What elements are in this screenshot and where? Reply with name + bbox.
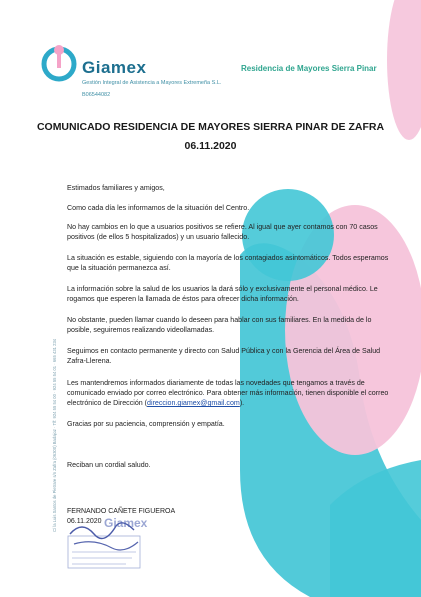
logo-subtitle: Gestión Integral de Asistencia a Mayores Extremeña S.L. [82, 80, 222, 86]
paragraph-5: No obstante, pueden llamar cuando lo deseen para hablar con sus familiares. En la medida de lo posible, seguiremos realizando videollamadas. [67, 316, 372, 335]
logo-name: Giamex [82, 58, 147, 77]
paragraph-2: No hay cambios en lo que a usuarios positivos se refiere. Al igual que ayer contamos con 70 casos positivos (de ellos 5 hospitalizados) y un usuario fallecido. [67, 223, 378, 242]
side-address: C/ la Luis Santos de Pietrare s/n Zafra (06300) Badajoz · Tlf: 924 55 54 00 · 924 55 54 01 · 665 431 234 [52, 338, 57, 532]
giamex-logo-icon [40, 40, 78, 82]
stamp-logo: Giamex [104, 516, 148, 530]
page-title: COMUNICADO RESIDENCIA DE MAYORES SIERRA PINAR DE ZAFRA [36, 121, 385, 133]
paragraph-1: Como cada día les informamos de la situación del Centro. [67, 204, 250, 212]
logo-id: B06544082 [82, 92, 111, 98]
document-date: 06.11.2020 [184, 140, 237, 152]
paragraph-4: La información sobre la salud de los usuarios la dará sólo y exclusivamente el personal médico. Le rogamos que esperen la llamada de éstos para ofrecer dicha información. [67, 285, 378, 304]
thanks-text: Gracias por su paciencia, comprensión y empatía. [67, 420, 225, 428]
residence-name: Residencia de Mayores Sierra Pinar [241, 64, 377, 73]
signature-date: 06.11.2020 [67, 518, 102, 525]
paragraph-6: Seguimos en contacto permanente y directo con Salud Pública y con la Gerencia del Área de Salud Zafra-Llerena. [67, 347, 381, 366]
paragraph-3: La situación es estable, siguiendo con la mayoría de los contagiados asintomáticos. Todos esperamos que la situación permanezca así. [67, 254, 389, 273]
contact-email-link[interactable]: direccion.giamex@gmail.com [147, 399, 240, 408]
closing-text: Reciban un cordial saludo. [67, 461, 151, 469]
contact-text-prefix: Les mantendremos informados diariamente de todas las novedades que tengamos a través de comunicado enviado por correo electrónico. Para obtener más información, tienen disponible el correo electrónico de Dirección ( [67, 379, 389, 408]
contact-text-suffix: ). [239, 399, 245, 408]
greeting: Estimados familiares y amigos, [67, 184, 165, 192]
paragraph-contact [67, 378, 397, 409]
signer-name: FERNANDO CAÑETE FIGUEROA [67, 508, 176, 515]
